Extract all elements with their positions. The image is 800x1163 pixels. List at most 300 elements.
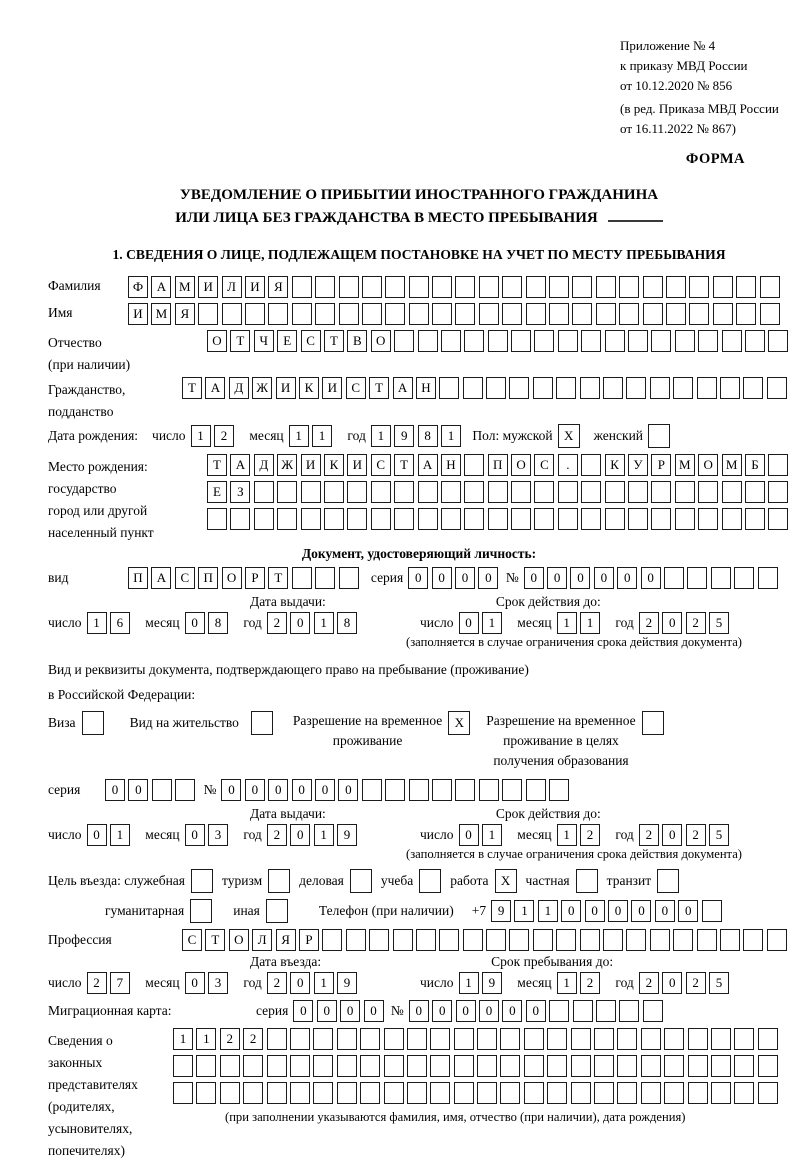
char-cell[interactable] bbox=[734, 1055, 754, 1077]
char-cell[interactable] bbox=[230, 508, 250, 530]
char-cell[interactable] bbox=[394, 481, 414, 503]
char-cell[interactable]: 0 bbox=[290, 612, 310, 634]
char-cell[interactable]: 0 bbox=[185, 824, 205, 846]
char-cell[interactable] bbox=[534, 481, 554, 503]
char-cell[interactable] bbox=[418, 481, 438, 503]
char-cell[interactable]: 0 bbox=[105, 779, 125, 801]
char-cell[interactable] bbox=[642, 711, 664, 735]
id-issue-day-cells[interactable] bbox=[87, 612, 134, 634]
char-cell[interactable]: 0 bbox=[409, 1000, 429, 1022]
char-cell[interactable]: П bbox=[488, 454, 508, 476]
char-cell[interactable]: 1 bbox=[557, 612, 577, 634]
char-cell[interactable]: 2 bbox=[580, 972, 600, 994]
res-series-cells[interactable] bbox=[105, 779, 199, 801]
char-cell[interactable]: В bbox=[347, 330, 367, 352]
char-cell[interactable]: 3 bbox=[208, 824, 228, 846]
char-cell[interactable] bbox=[689, 276, 709, 298]
char-cell[interactable] bbox=[768, 508, 788, 530]
char-cell[interactable]: 0 bbox=[293, 1000, 313, 1022]
stay-year-cells[interactable] bbox=[639, 972, 733, 994]
char-cell[interactable]: Я bbox=[276, 929, 296, 951]
char-cell[interactable]: 1 bbox=[196, 1028, 216, 1050]
char-cell[interactable]: 0 bbox=[617, 567, 637, 589]
char-cell[interactable] bbox=[432, 303, 452, 325]
char-cell[interactable]: О bbox=[371, 330, 391, 352]
visa-checkbox[interactable] bbox=[82, 711, 104, 735]
stay-month-cells[interactable] bbox=[557, 972, 604, 994]
char-cell[interactable]: 1 bbox=[173, 1028, 193, 1050]
char-cell[interactable] bbox=[524, 1028, 544, 1050]
entry-year-cells[interactable] bbox=[267, 972, 361, 994]
char-cell[interactable] bbox=[581, 454, 601, 476]
char-cell[interactable] bbox=[556, 377, 576, 399]
char-cell[interactable] bbox=[502, 779, 522, 801]
char-cell[interactable] bbox=[243, 1082, 263, 1104]
char-cell[interactable] bbox=[439, 929, 459, 951]
char-cell[interactable] bbox=[477, 1055, 497, 1077]
char-cell[interactable]: Н bbox=[441, 454, 461, 476]
char-cell[interactable]: 0 bbox=[459, 824, 479, 846]
char-cell[interactable]: С bbox=[175, 567, 195, 589]
char-cell[interactable]: 1 bbox=[441, 425, 461, 447]
char-cell[interactable] bbox=[580, 377, 600, 399]
char-cell[interactable] bbox=[384, 1028, 404, 1050]
entry-day-cells[interactable] bbox=[87, 972, 134, 994]
char-cell[interactable]: Л bbox=[252, 929, 272, 951]
char-cell[interactable] bbox=[743, 377, 763, 399]
char-cell[interactable]: Т bbox=[268, 567, 288, 589]
char-cell[interactable]: 8 bbox=[337, 612, 357, 634]
char-cell[interactable]: 0 bbox=[268, 779, 288, 801]
char-cell[interactable]: Л bbox=[222, 276, 242, 298]
char-cell[interactable] bbox=[734, 1082, 754, 1104]
birth-place-row3-cells[interactable] bbox=[207, 508, 792, 530]
char-cell[interactable] bbox=[511, 330, 531, 352]
char-cell[interactable] bbox=[628, 508, 648, 530]
char-cell[interactable] bbox=[394, 508, 414, 530]
char-cell[interactable] bbox=[464, 454, 484, 476]
char-cell[interactable] bbox=[734, 567, 754, 589]
char-cell[interactable]: 1 bbox=[314, 612, 334, 634]
char-cell[interactable] bbox=[324, 481, 344, 503]
char-cell[interactable] bbox=[441, 330, 461, 352]
char-cell[interactable] bbox=[268, 303, 288, 325]
char-cell[interactable] bbox=[533, 377, 553, 399]
char-cell[interactable]: О bbox=[511, 454, 531, 476]
char-cell[interactable] bbox=[339, 303, 359, 325]
char-cell[interactable] bbox=[196, 1055, 216, 1077]
char-cell[interactable] bbox=[573, 1000, 593, 1022]
res-valid-day-cells[interactable] bbox=[459, 824, 506, 846]
char-cell[interactable] bbox=[605, 508, 625, 530]
char-cell[interactable]: 0 bbox=[185, 972, 205, 994]
char-cell[interactable] bbox=[477, 1082, 497, 1104]
char-cell[interactable]: 0 bbox=[662, 612, 682, 634]
char-cell[interactable]: 8 bbox=[418, 425, 438, 447]
char-cell[interactable] bbox=[675, 330, 695, 352]
purpose-official-checkbox[interactable] bbox=[191, 869, 213, 893]
char-cell[interactable]: Я bbox=[175, 303, 195, 325]
char-cell[interactable] bbox=[643, 276, 663, 298]
char-cell[interactable] bbox=[418, 508, 438, 530]
char-cell[interactable] bbox=[760, 276, 780, 298]
char-cell[interactable]: 0 bbox=[292, 779, 312, 801]
char-cell[interactable] bbox=[409, 303, 429, 325]
char-cell[interactable]: 0 bbox=[526, 1000, 546, 1022]
char-cell[interactable]: Н bbox=[416, 377, 436, 399]
char-cell[interactable] bbox=[643, 303, 663, 325]
char-cell[interactable] bbox=[617, 1028, 637, 1050]
char-cell[interactable] bbox=[617, 1082, 637, 1104]
char-cell[interactable] bbox=[571, 1082, 591, 1104]
char-cell[interactable] bbox=[745, 481, 765, 503]
char-cell[interactable] bbox=[651, 330, 671, 352]
char-cell[interactable] bbox=[605, 330, 625, 352]
char-cell[interactable] bbox=[526, 779, 546, 801]
char-cell[interactable] bbox=[651, 481, 671, 503]
purpose-work-checkbox[interactable] bbox=[495, 869, 517, 893]
patronymic-cells[interactable] bbox=[207, 330, 792, 352]
char-cell[interactable] bbox=[292, 276, 312, 298]
char-cell[interactable]: М bbox=[175, 276, 195, 298]
char-cell[interactable]: 1 bbox=[314, 824, 334, 846]
char-cell[interactable]: 0 bbox=[455, 567, 475, 589]
char-cell[interactable] bbox=[688, 1082, 708, 1104]
char-cell[interactable] bbox=[675, 481, 695, 503]
char-cell[interactable] bbox=[549, 779, 569, 801]
char-cell[interactable] bbox=[220, 1055, 240, 1077]
char-cell[interactable]: 0 bbox=[641, 567, 661, 589]
char-cell[interactable]: 9 bbox=[337, 824, 357, 846]
char-cell[interactable] bbox=[432, 779, 452, 801]
surname-cells[interactable] bbox=[128, 276, 783, 298]
char-cell[interactable] bbox=[758, 1028, 778, 1050]
char-cell[interactable] bbox=[277, 508, 297, 530]
char-cell[interactable]: А bbox=[151, 276, 171, 298]
char-cell[interactable] bbox=[648, 424, 670, 448]
char-cell[interactable]: 5 bbox=[709, 824, 729, 846]
char-cell[interactable] bbox=[290, 1082, 310, 1104]
char-cell[interactable] bbox=[267, 1028, 287, 1050]
char-cell[interactable] bbox=[657, 869, 679, 893]
char-cell[interactable] bbox=[220, 1082, 240, 1104]
res-valid-year-cells[interactable] bbox=[639, 824, 733, 846]
char-cell[interactable] bbox=[486, 929, 506, 951]
char-cell[interactable] bbox=[455, 276, 475, 298]
char-cell[interactable]: Д bbox=[229, 377, 249, 399]
char-cell[interactable] bbox=[547, 1082, 567, 1104]
char-cell[interactable]: Ф bbox=[128, 276, 148, 298]
char-cell[interactable]: 2 bbox=[267, 612, 287, 634]
char-cell[interactable]: 5 bbox=[709, 612, 729, 634]
char-cell[interactable]: М bbox=[151, 303, 171, 325]
sex-female-checkbox[interactable] bbox=[648, 424, 670, 448]
char-cell[interactable] bbox=[596, 276, 616, 298]
char-cell[interactable] bbox=[673, 929, 693, 951]
char-cell[interactable]: 2 bbox=[639, 612, 659, 634]
char-cell[interactable]: М bbox=[722, 454, 742, 476]
char-cell[interactable] bbox=[339, 567, 359, 589]
char-cell[interactable]: Ж bbox=[277, 454, 297, 476]
representatives-row1-cells[interactable] bbox=[173, 1028, 781, 1050]
char-cell[interactable]: Ж bbox=[252, 377, 272, 399]
char-cell[interactable]: И bbox=[245, 276, 265, 298]
char-cell[interactable] bbox=[664, 1082, 684, 1104]
char-cell[interactable] bbox=[337, 1055, 357, 1077]
char-cell[interactable]: И bbox=[128, 303, 148, 325]
char-cell[interactable] bbox=[641, 1055, 661, 1077]
citizenship-cells[interactable] bbox=[182, 377, 790, 399]
char-cell[interactable] bbox=[243, 1055, 263, 1077]
char-cell[interactable]: Д bbox=[254, 454, 274, 476]
char-cell[interactable]: П bbox=[128, 567, 148, 589]
purpose-business-checkbox[interactable] bbox=[350, 869, 372, 893]
char-cell[interactable] bbox=[488, 481, 508, 503]
char-cell[interactable] bbox=[479, 779, 499, 801]
char-cell[interactable] bbox=[439, 377, 459, 399]
char-cell[interactable] bbox=[711, 567, 731, 589]
char-cell[interactable]: И bbox=[198, 276, 218, 298]
char-cell[interactable]: Т bbox=[207, 454, 227, 476]
char-cell[interactable] bbox=[277, 481, 297, 503]
char-cell[interactable] bbox=[689, 303, 709, 325]
char-cell[interactable] bbox=[549, 276, 569, 298]
purpose-humanitarian-checkbox[interactable] bbox=[190, 899, 212, 923]
char-cell[interactable]: О bbox=[222, 567, 242, 589]
char-cell[interactable] bbox=[207, 508, 227, 530]
char-cell[interactable]: А bbox=[230, 454, 250, 476]
char-cell[interactable] bbox=[509, 377, 529, 399]
char-cell[interactable]: Т bbox=[324, 330, 344, 352]
char-cell[interactable]: 2 bbox=[580, 824, 600, 846]
char-cell[interactable]: К bbox=[324, 454, 344, 476]
birth-year-cells[interactable] bbox=[371, 425, 465, 447]
char-cell[interactable] bbox=[713, 276, 733, 298]
char-cell[interactable] bbox=[315, 303, 335, 325]
char-cell[interactable] bbox=[722, 481, 742, 503]
char-cell[interactable] bbox=[758, 567, 778, 589]
birth-place-row2-cells[interactable] bbox=[207, 481, 792, 503]
char-cell[interactable]: У bbox=[628, 454, 648, 476]
profession-cells[interactable] bbox=[182, 929, 790, 951]
char-cell[interactable]: А bbox=[418, 454, 438, 476]
char-cell[interactable] bbox=[767, 377, 787, 399]
char-cell[interactable] bbox=[502, 276, 522, 298]
char-cell[interactable] bbox=[711, 1082, 731, 1104]
entry-month-cells[interactable] bbox=[185, 972, 232, 994]
char-cell[interactable]: С bbox=[301, 330, 321, 352]
char-cell[interactable]: 0 bbox=[245, 779, 265, 801]
char-cell[interactable] bbox=[666, 276, 686, 298]
char-cell[interactable] bbox=[594, 1028, 614, 1050]
char-cell[interactable] bbox=[393, 929, 413, 951]
char-cell[interactable]: О bbox=[229, 929, 249, 951]
char-cell[interactable] bbox=[268, 869, 290, 893]
char-cell[interactable] bbox=[477, 1028, 497, 1050]
char-cell[interactable]: 1 bbox=[191, 425, 211, 447]
char-cell[interactable] bbox=[409, 276, 429, 298]
char-cell[interactable]: 2 bbox=[639, 972, 659, 994]
char-cell[interactable]: К bbox=[299, 377, 319, 399]
char-cell[interactable]: Т bbox=[182, 377, 202, 399]
char-cell[interactable] bbox=[292, 303, 312, 325]
char-cell[interactable] bbox=[502, 303, 522, 325]
char-cell[interactable]: 2 bbox=[267, 824, 287, 846]
char-cell[interactable] bbox=[664, 1055, 684, 1077]
char-cell[interactable]: 0 bbox=[456, 1000, 476, 1022]
char-cell[interactable] bbox=[347, 508, 367, 530]
char-cell[interactable] bbox=[222, 303, 242, 325]
purpose-transit-checkbox[interactable] bbox=[657, 869, 679, 893]
char-cell[interactable] bbox=[337, 1082, 357, 1104]
char-cell[interactable]: 0 bbox=[662, 972, 682, 994]
char-cell[interactable] bbox=[533, 929, 553, 951]
char-cell[interactable]: 2 bbox=[220, 1028, 240, 1050]
char-cell[interactable] bbox=[643, 1000, 663, 1022]
char-cell[interactable] bbox=[720, 929, 740, 951]
char-cell[interactable] bbox=[697, 929, 717, 951]
char-cell[interactable]: 0 bbox=[432, 567, 452, 589]
char-cell[interactable] bbox=[479, 303, 499, 325]
char-cell[interactable] bbox=[500, 1028, 520, 1050]
char-cell[interactable] bbox=[511, 481, 531, 503]
char-cell[interactable] bbox=[454, 1028, 474, 1050]
char-cell[interactable] bbox=[734, 1028, 754, 1050]
char-cell[interactable]: 2 bbox=[686, 612, 706, 634]
char-cell[interactable] bbox=[549, 303, 569, 325]
stay-day-cells[interactable] bbox=[459, 972, 506, 994]
char-cell[interactable] bbox=[479, 276, 499, 298]
char-cell[interactable] bbox=[666, 303, 686, 325]
char-cell[interactable] bbox=[190, 899, 212, 923]
char-cell[interactable] bbox=[254, 481, 274, 503]
char-cell[interactable]: Т bbox=[205, 929, 225, 951]
char-cell[interactable] bbox=[605, 481, 625, 503]
char-cell[interactable] bbox=[688, 1028, 708, 1050]
char-cell[interactable]: Р bbox=[245, 567, 265, 589]
mig-number-cells[interactable] bbox=[409, 1000, 666, 1022]
char-cell[interactable]: С bbox=[182, 929, 202, 951]
char-cell[interactable] bbox=[430, 1082, 450, 1104]
char-cell[interactable] bbox=[266, 899, 288, 923]
char-cell[interactable] bbox=[409, 779, 429, 801]
char-cell[interactable]: 0 bbox=[408, 567, 428, 589]
char-cell[interactable]: 0 bbox=[479, 1000, 499, 1022]
char-cell[interactable] bbox=[362, 303, 382, 325]
char-cell[interactable] bbox=[500, 1082, 520, 1104]
char-cell[interactable] bbox=[191, 869, 213, 893]
char-cell[interactable]: 7 bbox=[110, 972, 130, 994]
char-cell[interactable] bbox=[313, 1028, 333, 1050]
char-cell[interactable] bbox=[722, 330, 742, 352]
char-cell[interactable] bbox=[556, 929, 576, 951]
char-cell[interactable]: 1 bbox=[557, 824, 577, 846]
char-cell[interactable] bbox=[743, 929, 763, 951]
char-cell[interactable] bbox=[371, 508, 391, 530]
char-cell[interactable] bbox=[464, 508, 484, 530]
char-cell[interactable] bbox=[301, 481, 321, 503]
char-cell[interactable] bbox=[698, 481, 718, 503]
char-cell[interactable] bbox=[455, 779, 475, 801]
char-cell[interactable] bbox=[290, 1055, 310, 1077]
char-cell[interactable]: X bbox=[495, 869, 517, 893]
char-cell[interactable] bbox=[509, 929, 529, 951]
char-cell[interactable]: 0 bbox=[315, 779, 335, 801]
char-cell[interactable]: 0 bbox=[561, 900, 581, 922]
temp-residence-checkbox[interactable] bbox=[448, 711, 470, 735]
id-valid-month-cells[interactable] bbox=[557, 612, 604, 634]
char-cell[interactable] bbox=[571, 1055, 591, 1077]
char-cell[interactable] bbox=[290, 1028, 310, 1050]
char-cell[interactable]: 0 bbox=[459, 612, 479, 634]
char-cell[interactable] bbox=[711, 1028, 731, 1050]
sex-male-checkbox[interactable] bbox=[558, 424, 580, 448]
purpose-tourism-checkbox[interactable] bbox=[268, 869, 290, 893]
char-cell[interactable] bbox=[594, 1055, 614, 1077]
char-cell[interactable] bbox=[711, 1055, 731, 1077]
char-cell[interactable] bbox=[362, 276, 382, 298]
id-issue-year-cells[interactable] bbox=[267, 612, 361, 634]
char-cell[interactable] bbox=[407, 1082, 427, 1104]
char-cell[interactable]: 1 bbox=[482, 612, 502, 634]
char-cell[interactable]: 1 bbox=[312, 425, 332, 447]
char-cell[interactable] bbox=[454, 1055, 474, 1077]
char-cell[interactable]: 0 bbox=[631, 900, 651, 922]
char-cell[interactable] bbox=[581, 481, 601, 503]
char-cell[interactable] bbox=[385, 303, 405, 325]
char-cell[interactable]: И bbox=[347, 454, 367, 476]
char-cell[interactable]: 0 bbox=[478, 567, 498, 589]
char-cell[interactable] bbox=[463, 929, 483, 951]
char-cell[interactable] bbox=[641, 1082, 661, 1104]
char-cell[interactable]: 1 bbox=[87, 612, 107, 634]
char-cell[interactable] bbox=[322, 929, 342, 951]
char-cell[interactable]: П bbox=[198, 567, 218, 589]
char-cell[interactable]: Е bbox=[277, 330, 297, 352]
char-cell[interactable] bbox=[455, 303, 475, 325]
char-cell[interactable]: 0 bbox=[594, 567, 614, 589]
char-cell[interactable] bbox=[267, 1082, 287, 1104]
char-cell[interactable] bbox=[558, 508, 578, 530]
char-cell[interactable]: 0 bbox=[290, 972, 310, 994]
char-cell[interactable] bbox=[745, 330, 765, 352]
char-cell[interactable]: 2 bbox=[214, 425, 234, 447]
char-cell[interactable]: А bbox=[393, 377, 413, 399]
char-cell[interactable]: 2 bbox=[639, 824, 659, 846]
char-cell[interactable] bbox=[650, 377, 670, 399]
char-cell[interactable]: Т bbox=[230, 330, 250, 352]
char-cell[interactable] bbox=[315, 567, 335, 589]
char-cell[interactable] bbox=[369, 929, 389, 951]
char-cell[interactable]: 1 bbox=[482, 824, 502, 846]
char-cell[interactable]: 0 bbox=[364, 1000, 384, 1022]
char-cell[interactable] bbox=[581, 330, 601, 352]
char-cell[interactable]: 0 bbox=[221, 779, 241, 801]
char-cell[interactable]: 1 bbox=[514, 900, 534, 922]
char-cell[interactable] bbox=[441, 481, 461, 503]
char-cell[interactable] bbox=[558, 481, 578, 503]
char-cell[interactable] bbox=[524, 1055, 544, 1077]
char-cell[interactable] bbox=[313, 1055, 333, 1077]
char-cell[interactable] bbox=[346, 929, 366, 951]
char-cell[interactable]: 1 bbox=[459, 972, 479, 994]
char-cell[interactable] bbox=[454, 1082, 474, 1104]
char-cell[interactable]: 2 bbox=[686, 972, 706, 994]
char-cell[interactable] bbox=[418, 330, 438, 352]
char-cell[interactable] bbox=[576, 869, 598, 893]
char-cell[interactable]: 6 bbox=[110, 612, 130, 634]
char-cell[interactable] bbox=[697, 377, 717, 399]
